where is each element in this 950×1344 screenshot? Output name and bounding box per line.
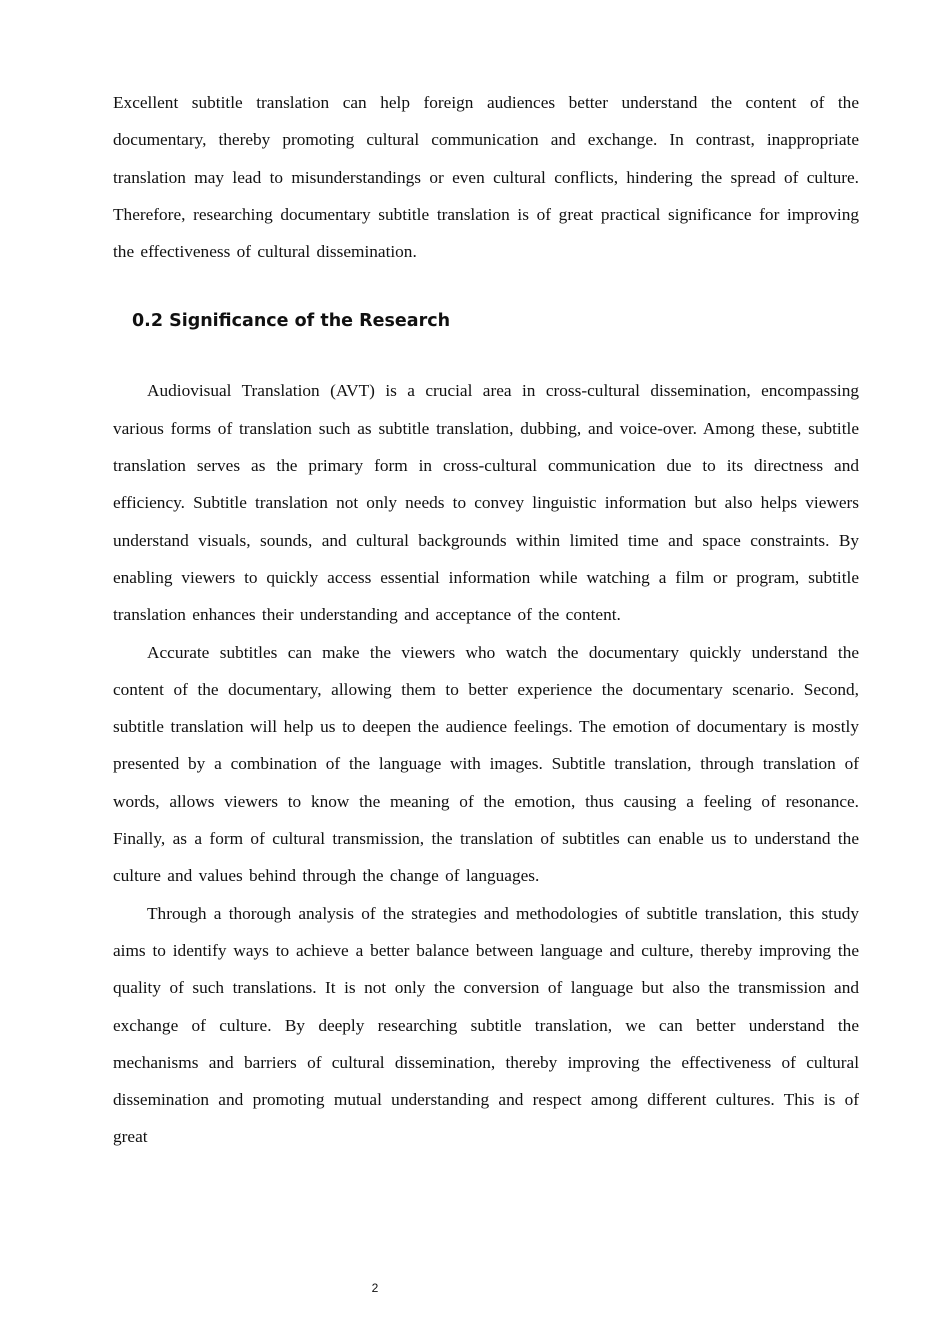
paragraph-avt: Audiovisual Translation (AVT) is a crucial area in cross-cultural dissemination, encompassing various forms of translation such as subtitle translation, dubbing, and voice-over. Among these, subtitle translation serves as the primary form in cross-cultural communication due to its directness and efficiency. Subtitle translation not only needs to convey linguistic information but also helps viewers understand visuals, sounds, and cultural backgrounds within limited time and space constraints. By enabling viewers to quickly access essential information while watching a film or program, subtitle translation enhances their understanding and acceptance of the content.: [113, 381, 859, 625]
paragraph-study-aims: Through a thorough analysis of the strategies and methodologies of subtitle translation, this study aims to identify ways to achieve a better balance between language and culture, thereby improving the quality of such translations. It is not only the conversion of language but also the transmission and exchange of culture. By deeply researching subtitle translation, we can better understand the mechanisms and barriers of cultural dissemination, thereby improving the effectiveness of cultural dissemination and promoting mutual understanding and respect among different cultures. This is of great: [113, 903, 859, 1147]
paragraph-accurate-subtitles: Accurate subtitles can make the viewers who watch the documentary quickly understand the content of the documentary, allowing them to better experience the documentary scenario. Second, subtitle translation will help us to deepen the audience feelings. The emotion of documentary is mostly presented by a combination of the language with images. Subtitle translation, through translation of words, allows viewers to know the meaning of the emotion, thus causing a feeling of resonance. Finally, as a form of cultural transmission, the translation of subtitles can enable us to understand the culture and values behind through the change of languages.: [113, 642, 859, 886]
section-heading: 0.2 Significance of the Research: [132, 311, 451, 332]
page-content: [113, 84, 859, 1156]
page-number: 2: [371, 1281, 379, 1295]
intro-paragraph: Excellent subtitle translation can help foreign audiences better understand the content of the documentary, thereby promoting cultural communication and exchange. In contrast, inappropriate translation may lead to misunderstandings or even cultural conflicts, hindering the spread of culture. Therefore, researching documentary subtitle translation is of great practical significance for improving the effectiveness of cultural dissemination.: [113, 93, 859, 262]
